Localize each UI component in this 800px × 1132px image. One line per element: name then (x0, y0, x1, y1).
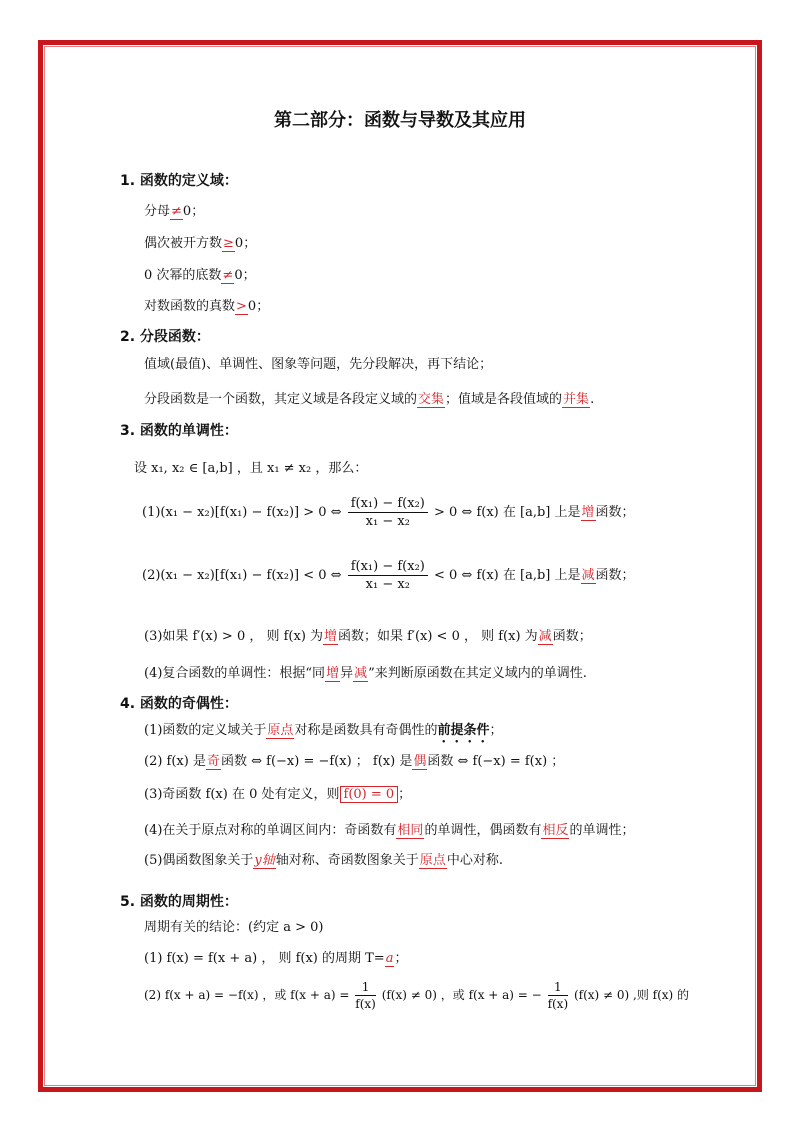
s4-line-4: (4)在关于原点对称的单调区间内：奇函数有相同的单调性，偶函数有相反的单调性； (144, 823, 635, 838)
s4-line-5: (5)偶函数图象关于y轴轴对称、奇函数图象关于原点中心对称. (144, 853, 503, 868)
s4-line-2: (2) f(x) 是奇函数 ⇔ f(−x) = −f(x) ； f(x) 是偶函数 ⇔ f(−x) = f(x) ； (144, 754, 565, 769)
fraction: $\frac{\text{f(x₁) − f(x₂)}}{\text{x₁ − x₂}}$ (348, 559, 428, 592)
fraction: $\frac{1}{f(x)}$ (355, 980, 376, 1011)
s1-line-1: 分母≠0； (144, 204, 205, 219)
s3-intro: 设 x₁, x₂ ∈ [a,b] ，且 x₁ ≠ x₂ ，那么： (134, 461, 368, 476)
s5-intro: 周期有关的结论：(约定 a > 0) (144, 920, 324, 935)
section-1-heading: 1. 函数的定义域： (120, 173, 238, 189)
s5-line-2: (2) f(x + a) = −f(x) ，或 f(x + a) = $\frac{1}{f(x)}$ (f(x) ≠ 0) ，或 f(x + a) = − $\frac{1}{f(x)}$ (f(x) ≠ 0) ,则 f(x) 的 (144, 980, 690, 1011)
s4-line-1: (1)函数的定义域关于原点对称是函数具有奇偶性的前提条件； (144, 723, 503, 738)
s3-line-3: (3)如果 f′(x) > 0 ， 则 f(x) 为增函数；如果 f′(x) < 0 ， 则 f(x) 为减函数； (144, 629, 592, 644)
section-3-heading: 3. 函数的单调性： (120, 423, 238, 439)
section-2-heading: 2. 分段函数： (120, 329, 210, 345)
s1-line-4: 对数函数的真数>0； (144, 299, 270, 314)
fraction: $\frac{1}{f(x)}$ (547, 980, 569, 1011)
page-title: 第二部分：函数与导数及其应用 (274, 110, 526, 131)
section-4-heading: 4. 函数的奇偶性： (120, 696, 238, 712)
s5-line-1: (1) f(x) = f(x + a) ， 则 f(x) 的周期 T=a； (144, 951, 408, 966)
s2-line-1: 值域(最值)、单调性、图象等问题，先分段解决，再下结论； (144, 357, 493, 372)
section-5-heading: 5. 函数的周期性： (120, 894, 238, 910)
s3-equation-2: (2)(x₁ − x₂)[f(x₁) − f(x₂)] < 0 ⇔ $\frac{\text{f(x₁) − f(x₂)}}{\text{x₁ − x₂}}$ < 0 ⇔ f(x) 在 [a,b] 上是减函数； (142, 559, 635, 592)
s1-line-3: 0 次幂的底数≠0； (144, 268, 256, 283)
boxed-formula: f(0) = 0 (340, 786, 399, 803)
s1-line-2: 偶次被开方数≥0； (144, 236, 257, 251)
s2-line-2: 分段函数是一个函数，其定义域是各段定义域的交集；值域是各段值域的并集. (144, 392, 595, 407)
s3-line-4: (4)复合函数的单调性：根据“同增异减”来判断原函数在其定义域内的单调性. (144, 666, 587, 681)
s4-line-3: (3)奇函数 f(x) 在 0 处有定义，则 f(0) = 0 ； (144, 787, 412, 802)
s3-equation-1: (1)(x₁ − x₂)[f(x₁) − f(x₂)] > 0 ⇔ $\frac{\text{f(x₁) − f(x₂)}}{\text{x₁ − x₂}}$ > 0 ⇔ f(x) 在 [a,b] 上是增函数； (142, 496, 635, 529)
fraction: $\frac{\text{f(x₁) − f(x₂)}}{\text{x₁ − x₂}}$ (348, 496, 428, 529)
